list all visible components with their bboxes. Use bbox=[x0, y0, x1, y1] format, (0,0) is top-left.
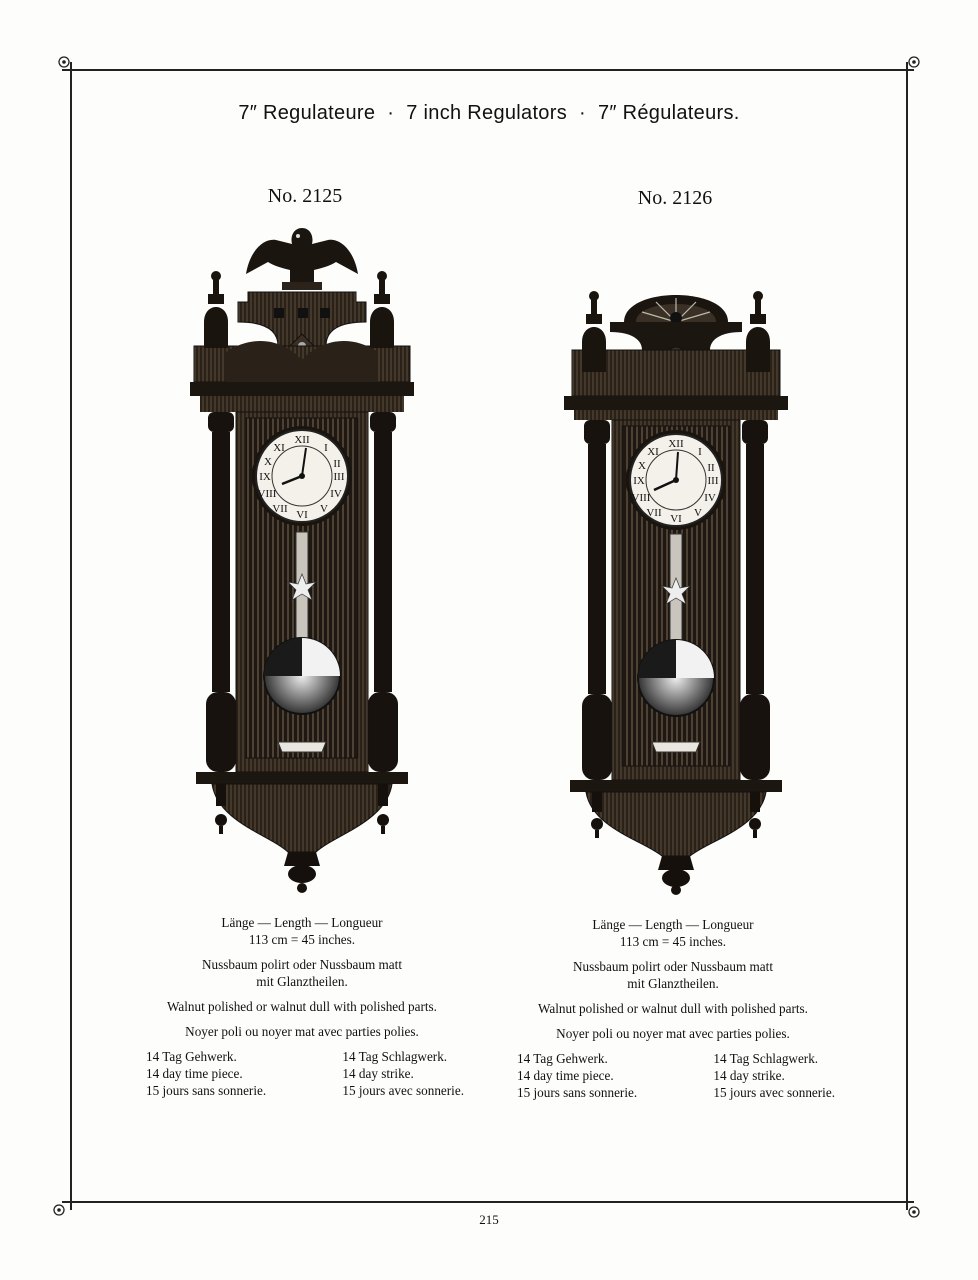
movement-line: 14 day strike. bbox=[342, 1066, 414, 1081]
svg-text:VII: VII bbox=[272, 503, 288, 515]
svg-text:IV: IV bbox=[330, 488, 342, 500]
specs-2125 bbox=[132, 914, 472, 1099]
svg-text:IV: IV bbox=[704, 492, 716, 504]
material-german bbox=[132, 956, 472, 990]
svg-text:XI: XI bbox=[647, 446, 659, 458]
strike-column bbox=[342, 1048, 464, 1099]
length-block bbox=[132, 914, 472, 948]
page-title bbox=[0, 102, 978, 125]
frame-left-line bbox=[70, 62, 72, 1210]
length-value: 113 cm = 45 inches. bbox=[248, 932, 356, 947]
title-french: 7″ Régulateurs. bbox=[597, 102, 740, 124]
svg-text:I: I bbox=[324, 442, 328, 454]
time-piece-column bbox=[146, 1048, 266, 1099]
model-number-2125: No. 2125 bbox=[267, 185, 343, 207]
title-german: 7″ Regulateure bbox=[238, 102, 376, 124]
title-separator: · bbox=[387, 102, 395, 124]
svg-text:III: III bbox=[333, 471, 345, 483]
movement-line: 15 jours sans sonnerie. bbox=[517, 1085, 638, 1100]
movement-line: 14 Tag Schlagwerk. bbox=[713, 1051, 819, 1066]
svg-text:VIII: VIII bbox=[257, 488, 277, 500]
svg-text:IX: IX bbox=[633, 475, 645, 487]
svg-text:VII: VII bbox=[646, 507, 662, 519]
svg-text:X: X bbox=[264, 456, 272, 468]
title-separator: · bbox=[579, 102, 586, 124]
svg-text:XII: XII bbox=[294, 434, 310, 446]
movement-line: 14 day strike. bbox=[713, 1068, 785, 1083]
movement-line: 15 jours avec sonnerie. bbox=[713, 1085, 835, 1100]
length-block bbox=[503, 916, 843, 950]
movement-line: 14 Tag Gehwerk. bbox=[517, 1051, 608, 1066]
material-german-line: Nussbaum polirt oder Nussbaum matt bbox=[202, 957, 402, 972]
movement-line: 14 day time piece. bbox=[146, 1066, 243, 1081]
material-english: Walnut polished or walnut dull with polished parts. bbox=[538, 1001, 808, 1016]
movement-line: 15 jours sans sonnerie. bbox=[146, 1083, 267, 1098]
clock-illustration-2126 bbox=[560, 266, 792, 896]
material-english: Walnut polished or walnut dull with polished parts. bbox=[167, 999, 437, 1014]
svg-text:IX: IX bbox=[259, 471, 271, 483]
movement-columns bbox=[503, 1050, 843, 1101]
svg-text:V: V bbox=[694, 507, 702, 519]
title-english: 7 inch Regulators bbox=[406, 102, 567, 124]
material-german bbox=[503, 958, 843, 992]
movement-line: 14 Tag Gehwerk. bbox=[146, 1049, 237, 1064]
model-number-2126: No. 2126 bbox=[637, 187, 713, 209]
length-value: 113 cm = 45 inches. bbox=[619, 934, 727, 949]
svg-text:III: III bbox=[707, 475, 719, 487]
material-german-line: mit Glanztheilen. bbox=[627, 976, 719, 991]
movement-columns bbox=[132, 1048, 472, 1099]
frame-bottom-line bbox=[62, 1201, 914, 1203]
clock-illustration-2125 bbox=[186, 222, 418, 894]
svg-text:XII: XII bbox=[668, 438, 684, 450]
movement-line: 15 jours avec sonnerie. bbox=[342, 1083, 464, 1098]
corner-ornament-icon bbox=[57, 55, 71, 69]
specs-2126 bbox=[503, 916, 843, 1101]
svg-text:II: II bbox=[707, 462, 715, 474]
material-german-line: Nussbaum polirt oder Nussbaum matt bbox=[573, 959, 773, 974]
eagle-crest-icon bbox=[246, 228, 358, 290]
svg-text:VIII: VIII bbox=[631, 492, 651, 504]
movement-line: 14 Tag Schlagwerk. bbox=[342, 1049, 448, 1064]
frame-right-line bbox=[906, 62, 908, 1210]
time-piece-column bbox=[517, 1050, 637, 1101]
svg-text:V: V bbox=[320, 503, 328, 515]
frame-top-line bbox=[62, 69, 914, 71]
material-french: Noyer poli ou noyer mat avec parties polies. bbox=[185, 1024, 419, 1039]
svg-text:II: II bbox=[333, 458, 341, 470]
material-french: Noyer poli ou noyer mat avec parties polies. bbox=[556, 1026, 790, 1041]
length-label: Länge — Length — Longueur bbox=[592, 917, 754, 932]
movement-line: 14 day time piece. bbox=[517, 1068, 614, 1083]
svg-text:VI: VI bbox=[296, 509, 308, 521]
svg-text:I: I bbox=[698, 446, 702, 458]
fan-arch-crest-icon bbox=[624, 295, 728, 324]
svg-text:XI: XI bbox=[273, 442, 285, 454]
length-label: Länge — Length — Longueur bbox=[221, 915, 383, 930]
svg-text:X: X bbox=[638, 460, 646, 472]
page-number: 215 bbox=[479, 1212, 499, 1227]
strike-column bbox=[713, 1050, 835, 1101]
material-german-line: mit Glanztheilen. bbox=[256, 974, 348, 989]
corner-ornament-icon bbox=[907, 55, 921, 69]
svg-text:VI: VI bbox=[670, 513, 682, 525]
